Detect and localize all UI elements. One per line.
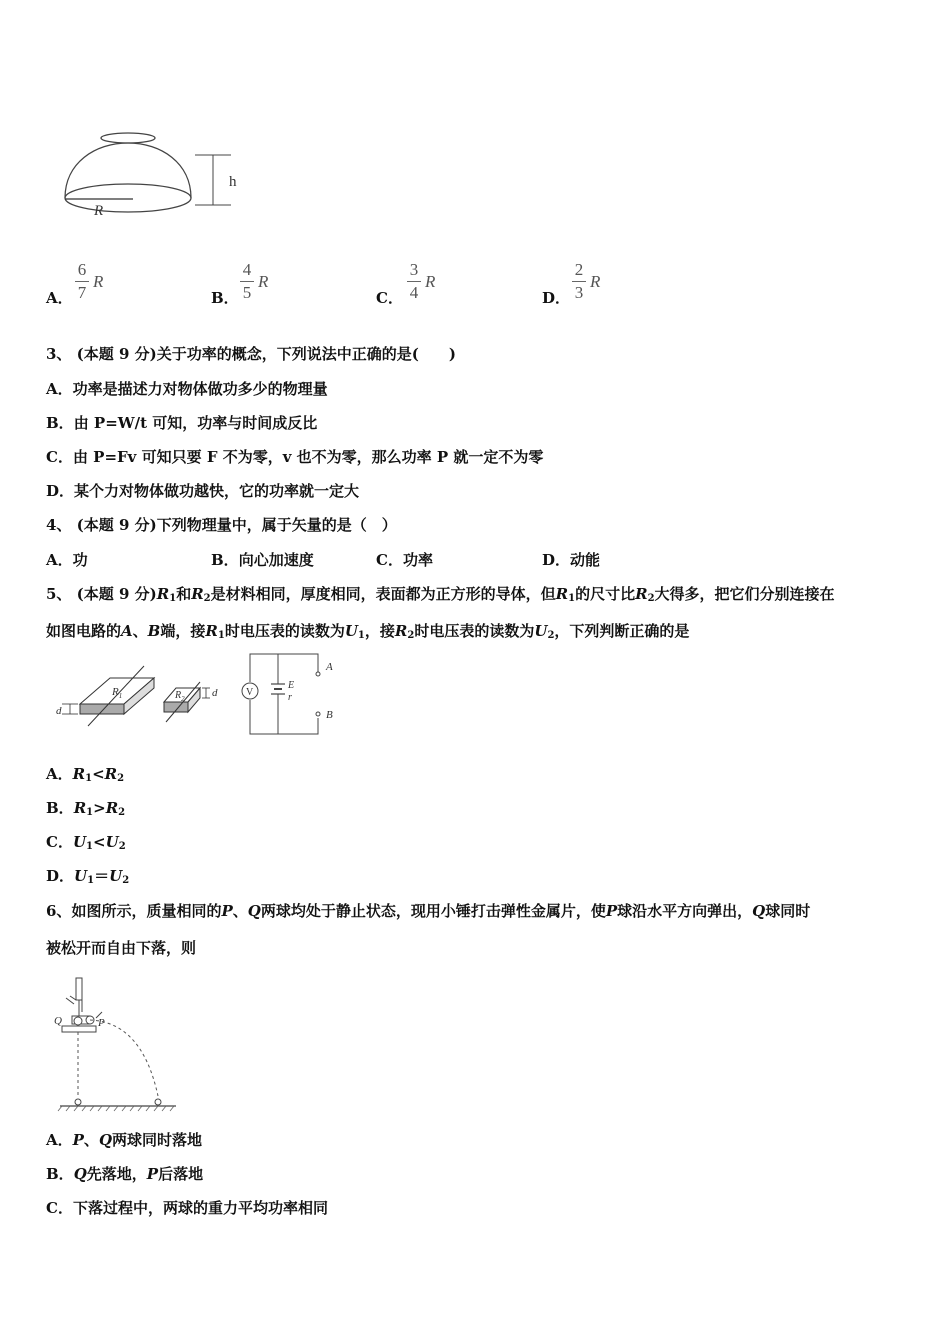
q6-stem-line2: 被松开而自由下落，则 xyxy=(46,939,197,957)
ball-q-label: Q xyxy=(54,1015,62,1027)
q5-stem-line1: 5、 (本题 9 分)$R_1$和$R_2$是材料相同，厚度相同，表面都为正方形的导体，但$R_1$的尺寸比$R_2$大得多，把它们分别连接在 xyxy=(46,585,835,604)
r2-label: $R_2$ xyxy=(175,690,185,703)
q3-option-b[interactable]: B．由 P=W/t 可知，功率与时间成反比 xyxy=(46,414,318,432)
q4-option-a[interactable]: A．功 xyxy=(46,551,88,569)
fraction: 2 3 xyxy=(572,260,586,303)
q3-option-c[interactable]: C．由 P=Fv 可知只要 F 不为零，v 也不为零，那么功率 P 就一定不为零 xyxy=(46,448,544,466)
q5-option-d[interactable]: D．$U_1=U_2$ xyxy=(46,867,130,886)
q3-option-a[interactable]: A．功率是描述力对物体做功多少的物理量 xyxy=(46,380,328,398)
q5-circuit-figure xyxy=(52,652,352,738)
q4-option-d[interactable]: D．动能 xyxy=(542,551,601,569)
d2-label: d xyxy=(212,687,218,699)
r1-label: $R_1$ xyxy=(112,686,123,700)
dome-h-label: h xyxy=(229,174,237,190)
q5-stem-line2: 如图电路的A、B端，接$R_1$时电压表的读数为$U_1$，接$R_2$时电压表的读数为$U_2$，下列判断正确的是 xyxy=(46,622,690,641)
dome-figure xyxy=(55,128,255,223)
q6-stem-line1: 6、如图所示，质量相同的P、Q两球均处于静止状态，现用小锤打击弹性金属片，使P球沿水平方向弹出，Q球同时 xyxy=(46,902,811,920)
internal-resistance-label: r xyxy=(288,692,292,703)
q5-option-a[interactable]: A．$R_1<R_2$ xyxy=(46,765,125,784)
q6-option-a[interactable]: A．P、Q两球同时落地 xyxy=(46,1131,203,1149)
q4-option-b[interactable]: B．向心加速度 xyxy=(211,551,314,569)
q6-option-b[interactable]: B．Q先落地，P后落地 xyxy=(46,1165,204,1183)
fraction: 6 7 xyxy=(75,260,89,303)
dome-r-label: R xyxy=(94,203,104,219)
d1-label: d xyxy=(56,705,62,717)
fraction: 3 4 xyxy=(407,260,421,303)
q5-option-b[interactable]: B．$R_1>R_2$ xyxy=(46,799,126,818)
terminal-b-label: B xyxy=(326,709,333,721)
ball-p-label: P xyxy=(98,1017,105,1029)
q6-falling-balls-figure xyxy=(52,972,182,1114)
q3-option-d[interactable]: D．某个力对物体做功越快，它的功率就一定大 xyxy=(46,482,360,500)
q4-option-c[interactable]: C．功率 xyxy=(376,551,433,569)
q5-option-c[interactable]: C．$U_1<U_2$ xyxy=(46,833,126,852)
q6-option-c[interactable]: C．下落过程中，两球的重力平均功率相同 xyxy=(46,1199,328,1217)
emf-label: E xyxy=(288,680,295,691)
q4-stem: 4、 (本题 9 分)下列物理量中，属于矢量的是（ ） xyxy=(46,516,397,534)
voltmeter-label: V xyxy=(246,687,254,698)
q3-stem: 3、 (本题 9 分)关于功率的概念，下列说法中正确的是( ) xyxy=(46,345,456,363)
fraction: 4 5 xyxy=(240,260,254,303)
terminal-a-label: A xyxy=(326,661,333,673)
